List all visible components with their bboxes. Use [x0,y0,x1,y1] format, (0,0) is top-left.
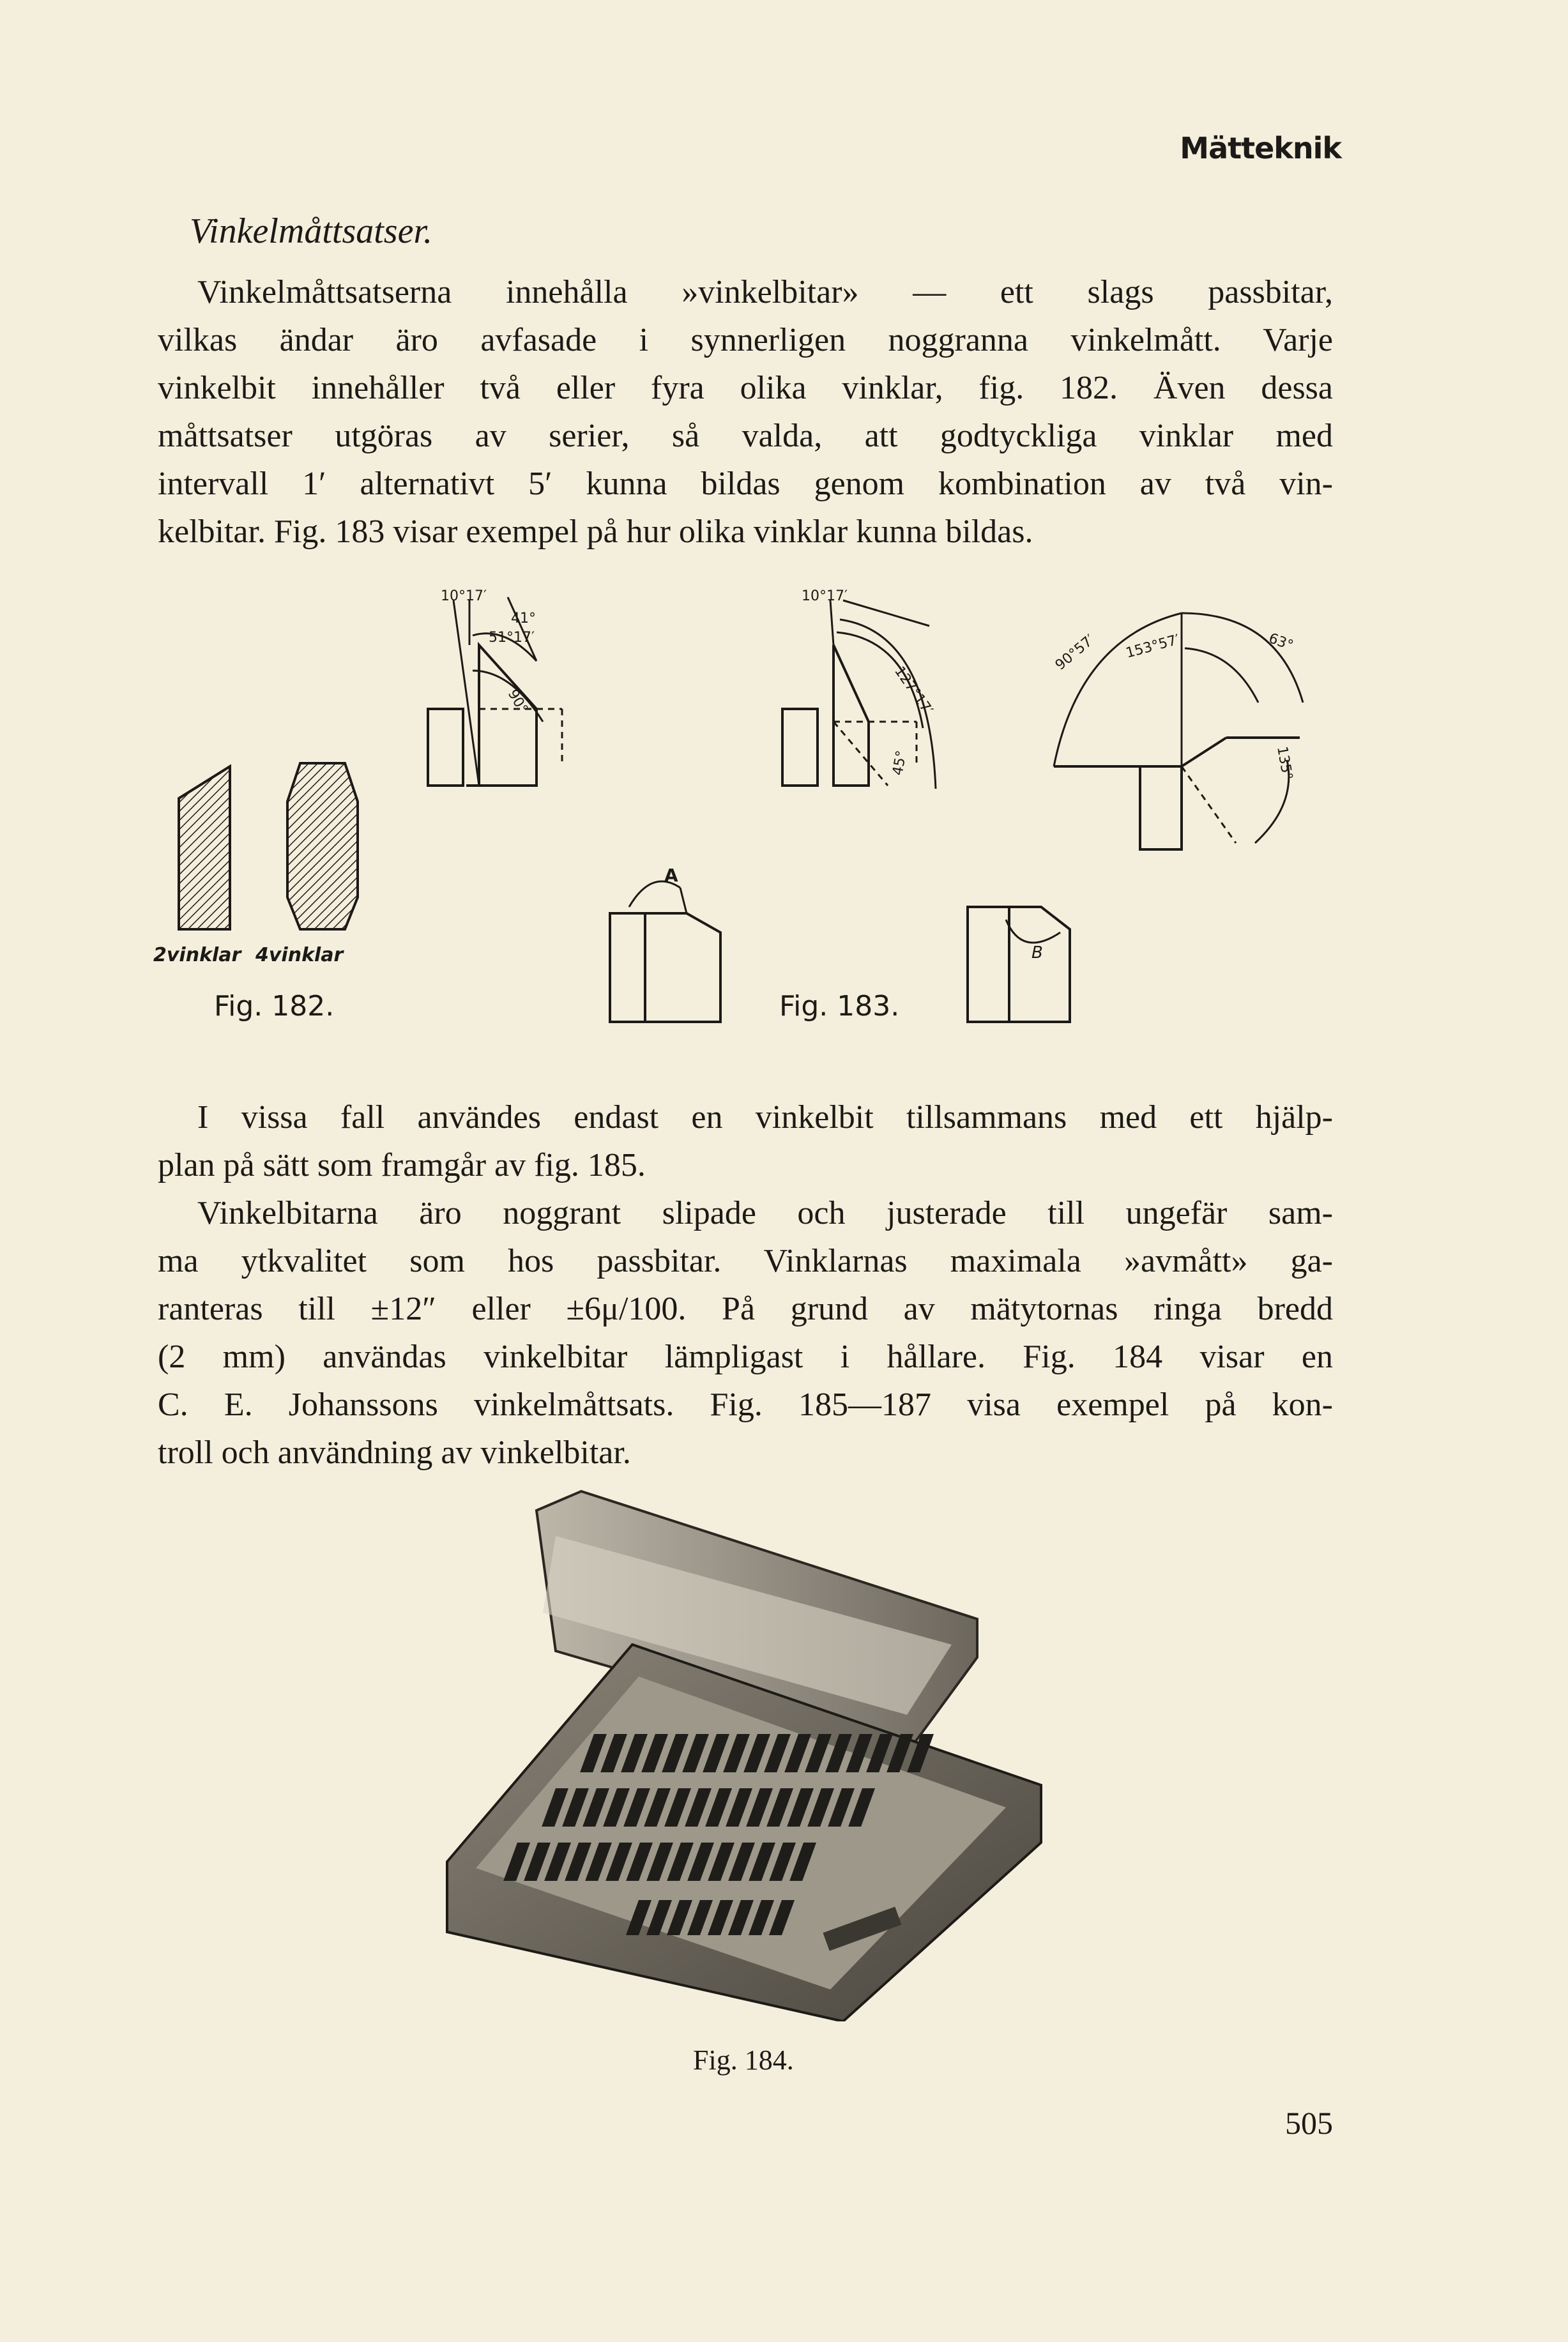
text-line: ma ytkvalitet som hos passbitar. Vinklarnas maximala »avmått» ga- [158,1243,1333,1279]
text-line: plan på sätt som framgår av fig. 185. [158,1147,646,1183]
text-line: (2 mm) användas vinkelbitar lämpligast i hållare. Fig. 184 visar en [158,1339,1333,1375]
fig183-diagram-4 [610,881,720,1022]
fig182-label-two: 2vinklar [153,944,241,966]
paragraph-2 [158,1093,1333,1189]
fig182-label-four: 4vinklar [255,944,344,966]
page-number: 505 [1285,2105,1333,2141]
section-title: Vinkelmåttsatser. [190,211,433,251]
angle-label: 63° [1266,630,1296,654]
letter-a: A [664,865,678,886]
paragraph-3 [158,1189,1333,1477]
angle-label: 10°17′ [802,588,848,604]
text-line: vilkas ändar äro avfasade i synnerligen noggranna vinkelmått. Varje [158,322,1333,358]
text-line: C. E. Johanssons vinkelmåttsats. Fig. 185—187 visa exempel på kon- [158,1387,1333,1423]
letter-b: B [1031,943,1043,962]
angle-label: 90° [504,687,531,717]
angle-label: 135° [1274,745,1295,782]
text-line: Vinkelmåttsatserna innehålla »vinkelbitar» — ett slags passbitar, [197,274,1333,310]
paragraph-1 [158,268,1333,556]
angle-label: 90°57′ [1052,632,1098,674]
fig183-diagram-1 [428,597,562,786]
fig183-caption: Fig. 183. [779,990,900,1023]
fig183-diagram-5 [968,907,1070,1022]
angle-label: 153°57′ [1124,632,1182,662]
angle-label: 127°17′ [891,664,936,718]
text-line: intervall 1′ alternativt 5′ kunna bildas genom kombination av två vin- [158,466,1333,502]
fig182-caption: Fig. 182. [214,990,335,1023]
text-line: I vissa fall användes endast en vinkelbit tillsammans med ett hjälp- [197,1099,1333,1136]
text-line: måttsatser utgöras av serier, så valda, att godtyckliga vinklar med [158,418,1333,454]
four-angle-gauge-block [287,763,358,929]
fig184-caption: Fig. 184. [693,2044,794,2076]
text-line: vinkelbit innehåller två eller fyra olika vinklar, fig. 182. Även dessa [158,370,1333,406]
running-header: Mätteknik [1180,131,1341,165]
angle-label: 51°17′ [489,630,535,646]
angle-gauge-set-photo [428,1485,1105,2021]
text-line: Vinkelbitarna äro noggrant slipade och justerade till ungefär sam- [197,1195,1333,1231]
angle-label: 45° [890,749,910,777]
text-line: troll och användning av vinkelbitar. [158,1434,631,1471]
angle-label: 10°17′ [441,588,487,604]
figures-182-183 [153,575,1354,1047]
angle-label: 41° [511,611,536,627]
text-line: ranteras till ±12″ eller ±6μ/100. På grund av mätytornas ringa bredd [158,1291,1333,1327]
two-angle-gauge-block [179,766,230,929]
text-line: kelbitar. Fig. 183 visar exempel på hur olika vinklar kunna bildas. [158,513,1033,550]
